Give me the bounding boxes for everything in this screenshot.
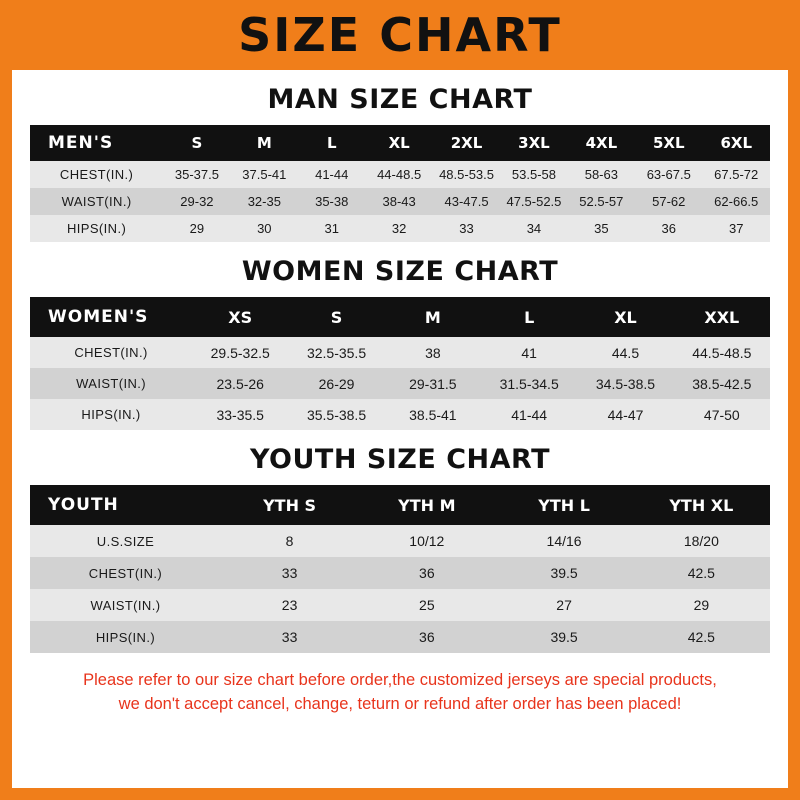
table-cell: 35.5-38.5 [306, 406, 367, 423]
bottom-accent-bar [0, 788, 800, 800]
men-size-table [30, 125, 770, 242]
table-cell: 58-63 [584, 167, 618, 182]
table-row [30, 368, 770, 399]
table-cell: 36 [419, 565, 435, 581]
section-men [12, 84, 788, 242]
column-header: XL [388, 134, 410, 152]
table-cell: 33 [459, 221, 474, 236]
row-header: HIPS(IN.) [95, 629, 156, 645]
section-title-men: MAN SIZE CHART [267, 84, 533, 115]
column-header: S [330, 307, 343, 327]
table-cell: 34.5-38.5 [595, 375, 656, 392]
table-cell: 67.5-72 [714, 167, 759, 182]
table-cell: 8 [285, 533, 294, 549]
table-cell: 44-47 [607, 406, 644, 423]
table-cell: 18/20 [683, 533, 719, 549]
column-header: M [424, 307, 441, 327]
table-cell: 32 [391, 221, 407, 236]
table-cell: 32.5-35.5 [306, 344, 367, 361]
table-cell: 37.5-41 [242, 167, 287, 182]
table-cell: 27 [556, 597, 572, 613]
column-header: 2XL [450, 134, 483, 152]
row-header: CHEST(IN.) [74, 345, 148, 360]
row-header: WAIST(IN.) [90, 597, 161, 613]
table-cell: 57-62 [652, 194, 686, 209]
table-cell: 39.5 [550, 629, 578, 645]
table-cell: 26-29 [318, 375, 355, 392]
table-header-row [30, 125, 770, 161]
banner [0, 0, 800, 70]
table-cell: 41 [521, 344, 537, 361]
row-header: U.S.SIZE [96, 533, 155, 549]
column-header: WOMEN'S [48, 307, 149, 327]
table-cell: 38.5-41 [409, 406, 457, 423]
table-header-row [30, 485, 770, 525]
footer-note [12, 669, 788, 717]
column-header: YTH M [398, 495, 456, 515]
table-cell: 44.5 [611, 344, 640, 361]
table-cell: 38 [425, 344, 441, 361]
table-cell: 47-50 [703, 406, 740, 423]
table-cell: 44-48.5 [377, 167, 422, 182]
table-row [30, 399, 770, 430]
column-header: M [256, 134, 272, 152]
table-cell: 52.5-57 [579, 194, 624, 209]
table-cell: 31 [324, 221, 339, 236]
table-row [30, 188, 770, 215]
table-header-row [30, 297, 770, 337]
table-cell: 29 [189, 221, 205, 236]
table-cell: 42.5 [687, 629, 715, 645]
section-women [12, 256, 788, 430]
table-row [30, 215, 770, 242]
table-row [30, 337, 770, 368]
column-header: 3XL [518, 134, 550, 152]
row-header: CHEST(IN.) [88, 565, 163, 581]
table-row [30, 161, 770, 188]
table-cell: 48.5-53.5 [439, 167, 494, 182]
table-cell: 41-44 [511, 406, 548, 423]
table-cell: 35-38 [315, 194, 349, 209]
table-cell: 29-31.5 [409, 375, 457, 392]
row-header: WAIST(IN.) [76, 376, 147, 391]
table-cell: 33-35.5 [216, 406, 264, 423]
table-cell: 34 [526, 221, 542, 236]
table-cell: 62-66.5 [714, 194, 759, 209]
table-cell: 41-44 [315, 167, 349, 182]
table-cell: 32-35 [247, 194, 281, 209]
table-cell: 38-43 [382, 194, 416, 209]
column-header: MEN'S [48, 133, 114, 153]
table-cell: 38.5-42.5 [692, 375, 752, 392]
table-cell: 31.5-34.5 [499, 375, 559, 392]
page-title: SIZE CHART [238, 8, 562, 62]
column-header: YOUTH [48, 495, 119, 515]
column-header: 5XL [652, 134, 685, 152]
table-cell: 47.5-52.5 [506, 194, 562, 209]
youth-size-table [30, 485, 770, 653]
table-cell: 36 [661, 221, 676, 236]
table-cell: 36 [419, 629, 435, 645]
table-cell: 39.5 [550, 565, 578, 581]
column-header: 4XL [585, 134, 618, 152]
table-row [30, 525, 770, 557]
table-row [30, 557, 770, 589]
table-cell: 29 [693, 597, 710, 613]
column-header: YTH XL [669, 495, 734, 515]
row-header: CHEST(IN.) [59, 167, 134, 182]
table-cell: 10/12 [409, 533, 445, 549]
column-header: XXL [704, 307, 740, 327]
table-cell: 23 [281, 597, 298, 613]
section-title-women: WOMEN SIZE CHART [241, 256, 559, 287]
section-youth [12, 444, 788, 653]
row-header: HIPS(IN.) [81, 407, 141, 422]
column-header: XS [228, 307, 253, 327]
column-header: L [524, 307, 535, 327]
table-cell: 44.5-48.5 [692, 344, 752, 361]
column-header: L [326, 134, 337, 152]
table-cell: 23.5-26 [216, 375, 264, 392]
table-cell: 43-47.5 [444, 194, 489, 209]
table-cell: 53.5-58 [511, 167, 556, 182]
column-header: YTH L [538, 495, 590, 515]
table-cell: 35 [594, 221, 609, 236]
table-cell: 33 [281, 565, 298, 581]
column-header: 6XL [720, 134, 752, 152]
table-cell: 14/16 [546, 533, 582, 549]
table-row [30, 589, 770, 621]
table-cell: 42.5 [687, 565, 715, 581]
row-header: HIPS(IN.) [66, 221, 127, 236]
table-row [30, 621, 770, 653]
column-header: XL [614, 307, 637, 327]
table-cell: 63-67.5 [646, 167, 691, 182]
column-header: S [191, 134, 203, 152]
footer-note-line-1: Please refer to our size chart before order,the customized jerseys are special products, [83, 671, 717, 689]
row-header: WAIST(IN.) [61, 194, 132, 209]
table-cell: 29.5-32.5 [210, 344, 270, 361]
women-size-table [30, 297, 770, 430]
column-header: YTH S [263, 495, 317, 515]
table-cell: 35-37.5 [174, 167, 219, 182]
footer-note-line-2: we don't accept cancel, change, teturn or refund after order has been placed! [118, 694, 682, 713]
table-cell: 37 [728, 221, 744, 236]
table-cell: 33 [281, 629, 298, 645]
table-cell: 25 [419, 597, 435, 613]
section-title-youth: YOUTH SIZE CHART [249, 444, 551, 475]
table-cell: 30 [257, 221, 272, 236]
table-cell: 29-32 [180, 194, 214, 209]
